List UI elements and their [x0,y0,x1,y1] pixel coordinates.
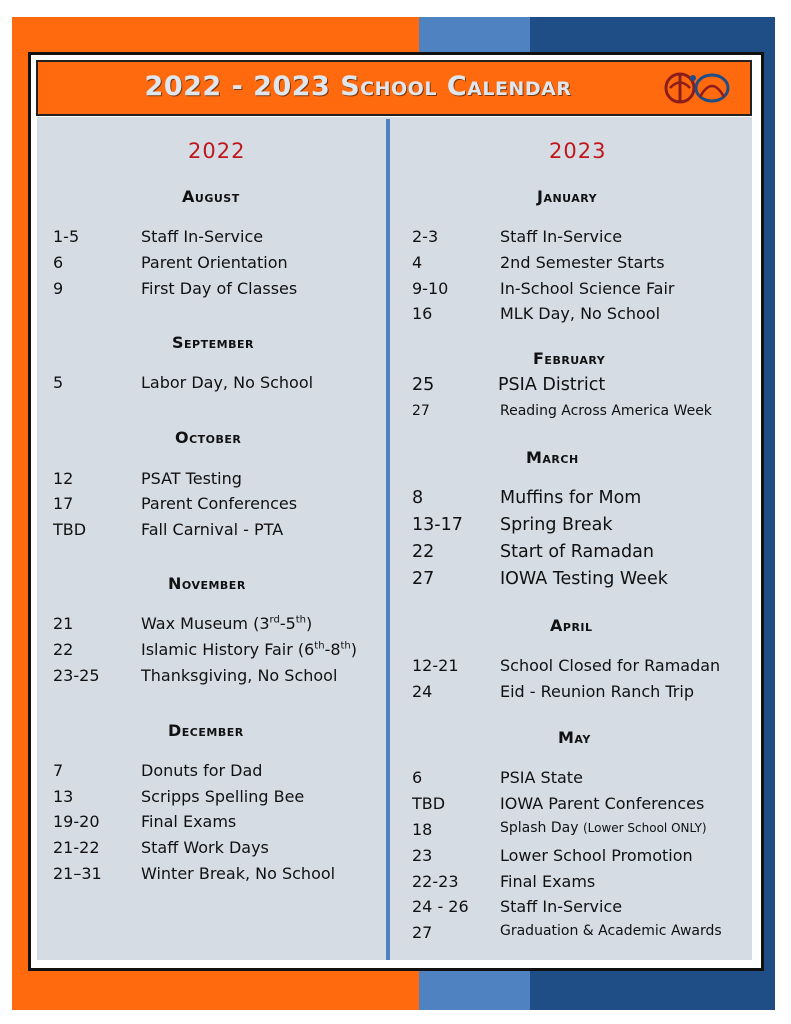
event-date: TBD [412,794,446,813]
event-text: Spring Break [500,515,613,535]
event-date: TBD [53,520,87,539]
event-text: IOWA Parent Conferences [500,794,705,813]
month-heading: February [533,349,606,368]
event-text: PSIA State [500,768,583,787]
event-text: Parent Orientation [141,253,288,272]
event-text: Graduation & Academic Awards [500,923,722,939]
month-heading: August [182,187,240,206]
header-bar [36,60,752,116]
event-text: MLK Day, No School [500,304,661,323]
event-text: Islamic History Fair (6th-8th) [141,640,358,659]
event-text: PSIA District [498,375,606,395]
event-date: 13 [53,787,74,806]
event-text: Reading Across America Week [500,403,712,419]
event-text: Final Exams [500,872,596,891]
event-date: 27 [412,403,430,419]
event-date: 4 [412,253,423,272]
event-date: 27 [412,923,433,942]
event-text: Labor Day, No School [141,373,314,392]
event-date: 22 [53,640,74,659]
event-date: 9 [53,279,64,298]
event-text: IOWA Testing Week [500,569,668,589]
event-date: 21 [53,614,74,633]
month-heading: March [526,448,579,467]
event-text: Scripps Spelling Bee [141,787,305,806]
month-heading: September [172,333,254,352]
school-logo-icon [660,69,736,107]
event-date: 8 [412,488,424,508]
event-date: 24 - 26 [412,897,469,916]
event-text: School Closed for Ramadan [500,656,721,675]
month-heading: December [168,721,244,740]
event-text: In-School Science Fair [500,279,675,298]
event-date: 24 [412,682,433,701]
event-date: 25 [412,375,435,395]
event-date: 17 [53,494,74,513]
event-text: Donuts for Dad [141,761,263,780]
event-date: 22 [412,542,435,562]
event-text: Staff Work Days [141,838,269,857]
month-heading: January [537,187,598,206]
month-heading: November [168,574,246,593]
event-text: Start of Ramadan [500,542,654,562]
event-date: 2-3 [412,227,439,246]
event-text: Splash Day (Lower School ONLY) [500,820,707,836]
event-text: First Day of Classes [141,279,298,298]
event-date: 13-17 [412,515,463,535]
year-heading: 2023 [549,139,607,163]
event-date: 19-20 [53,812,100,831]
event-date: 18 [412,820,433,839]
event-text: Lower School Promotion [500,846,693,865]
event-text: Staff In-Service [141,227,264,246]
event-date: 21-22 [53,838,100,857]
event-text: Staff In-Service [500,227,623,246]
event-text: Winter Break, No School [141,864,336,883]
calendar-panel [37,117,752,960]
event-text: Parent Conferences [141,494,298,513]
event-date: 7 [53,761,64,780]
event-date: 16 [412,304,433,323]
event-date: 27 [412,569,435,589]
month-heading: April [550,616,593,635]
event-date: 1-5 [53,227,80,246]
event-text: Staff In-Service [500,897,623,916]
event-text: Thanksgiving, No School [141,666,338,685]
year-heading: 2022 [188,139,246,163]
event-date: 21–31 [53,864,102,883]
event-text: Fall Carnival - PTA [141,520,284,539]
event-text: Wax Museum (3rd-5th) [141,614,313,633]
event-text: Final Exams [141,812,237,831]
event-text: Muffins for Mom [500,488,642,508]
event-date: 9-10 [412,279,449,298]
event-text: Eid - Reunion Ranch Trip [500,682,694,701]
event-date: 5 [53,373,64,392]
event-date: 23-25 [53,666,100,685]
event-text: PSAT Testing [141,469,242,488]
event-date: 6 [53,253,64,272]
page-title: 2022 - 2023 School Calendar [144,71,572,102]
event-date: 12 [53,469,74,488]
event-text: 2nd Semester Starts [500,253,665,272]
month-heading: October [175,428,242,447]
calendar-frame [28,52,764,971]
event-date: 22-23 [412,872,459,891]
event-date: 12-21 [412,656,459,675]
event-date: 6 [412,768,423,787]
month-heading: May [558,728,591,747]
event-date: 23 [412,846,433,865]
column-divider [386,119,390,960]
